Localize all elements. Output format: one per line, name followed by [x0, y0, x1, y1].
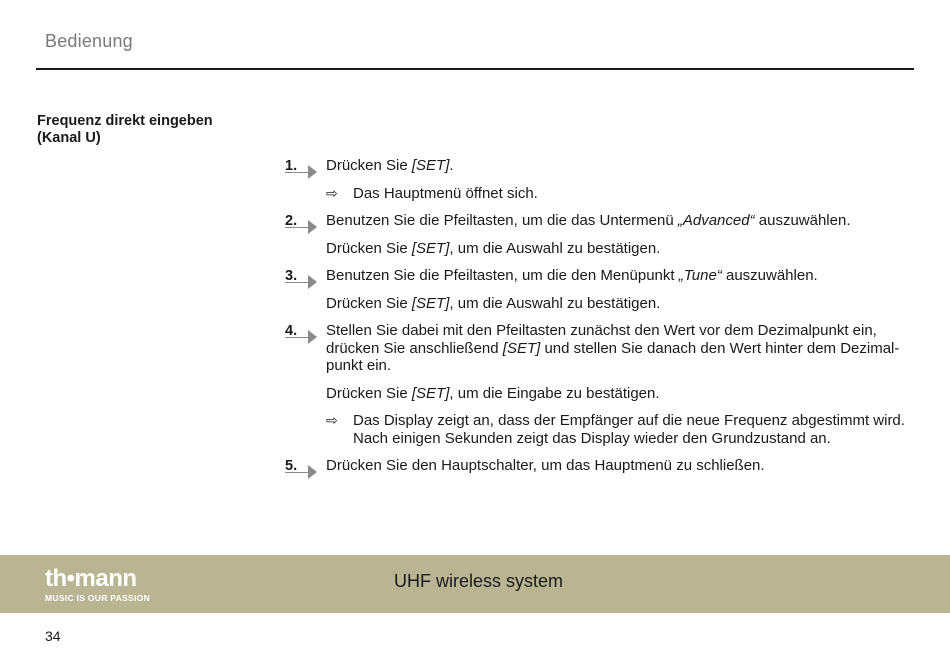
step-2	[285, 212, 910, 257]
page-number: 34	[45, 628, 61, 644]
step-result-text: Das Display zeigt an, dass der Empfänger auf die neue Frequenz abgestimmt wird. Nach einigen Sekunden zeigt das Display wieder den Grundzustand an.	[353, 412, 905, 447]
step-arrow-head-icon	[308, 275, 317, 289]
step-result-text: Das Hauptmenü öffnet sich.	[353, 184, 538, 202]
arrow-right-outline-icon: ⇨	[326, 184, 338, 201]
step-text: Benutzen Sie die Pfeiltasten, um die den Menüpunkt „Tune“ auszuwählen.	[326, 267, 818, 284]
footer-product-title: UHF wireless system	[394, 571, 564, 591]
step-result	[326, 412, 910, 447]
arrow-right-outline-icon: ⇨	[326, 412, 338, 428]
step-number-5	[285, 457, 317, 477]
logo-tagline: MUSIC IS OUR PASSION	[45, 593, 151, 603]
step-text: Drücken Sie [SET], um die Auswahl zu bestätigen.	[326, 294, 661, 312]
section-heading-line2: (Kanal U)	[37, 130, 101, 146]
thomann-logo	[45, 566, 150, 603]
step-number-label: 5.	[285, 458, 298, 474]
step-result	[326, 185, 910, 203]
step-text: Benutzen Sie die Pfeiltasten, um die das Untermenü „Advanced“ auszuwählen.	[326, 212, 851, 229]
step-number-4	[285, 322, 317, 342]
step-arrow-head-icon	[308, 465, 317, 479]
step-number-label: 4.	[285, 323, 298, 339]
step-number-label: 3.	[285, 268, 298, 284]
step-number-label: 1.	[285, 158, 298, 174]
step-number-2	[285, 212, 317, 232]
logo-wordmark: th•mann	[45, 565, 137, 592]
header-divider	[36, 68, 914, 70]
step-4	[285, 322, 910, 447]
step-text: Drücken Sie den Hauptschalter, um das Hauptmenü zu schließen.	[326, 457, 765, 474]
step-text: Drücken Sie [SET], um die Eingabe zu bestätigen.	[326, 384, 660, 402]
step-text: Drücken Sie [SET].	[326, 157, 454, 174]
step-number-1	[285, 157, 317, 177]
step-text: Drücken Sie [SET], um die Auswahl zu bestätigen.	[326, 239, 661, 257]
step-list	[285, 157, 910, 485]
step-text: Stellen Sie dabei mit den Pfeiltasten zunächst den Wert vor dem Dezimalpunkt ein, drücken Sie anschließend [SET] und stellen Sie danach den Wert hinter dem Dezimalpunkt ein.	[326, 322, 900, 374]
step-arrow-head-icon	[308, 220, 317, 234]
step-1	[285, 157, 910, 202]
step-number-3	[285, 267, 317, 287]
section-heading-line1: Frequenz direkt eingeben	[37, 113, 213, 129]
step-arrow-head-icon	[308, 330, 317, 344]
step-number-label: 2.	[285, 213, 298, 229]
step-5	[285, 457, 910, 475]
section-heading	[37, 113, 257, 147]
step-arrow-head-icon	[308, 165, 317, 179]
step-3	[285, 267, 910, 312]
header-title: Bedienung	[45, 31, 133, 51]
